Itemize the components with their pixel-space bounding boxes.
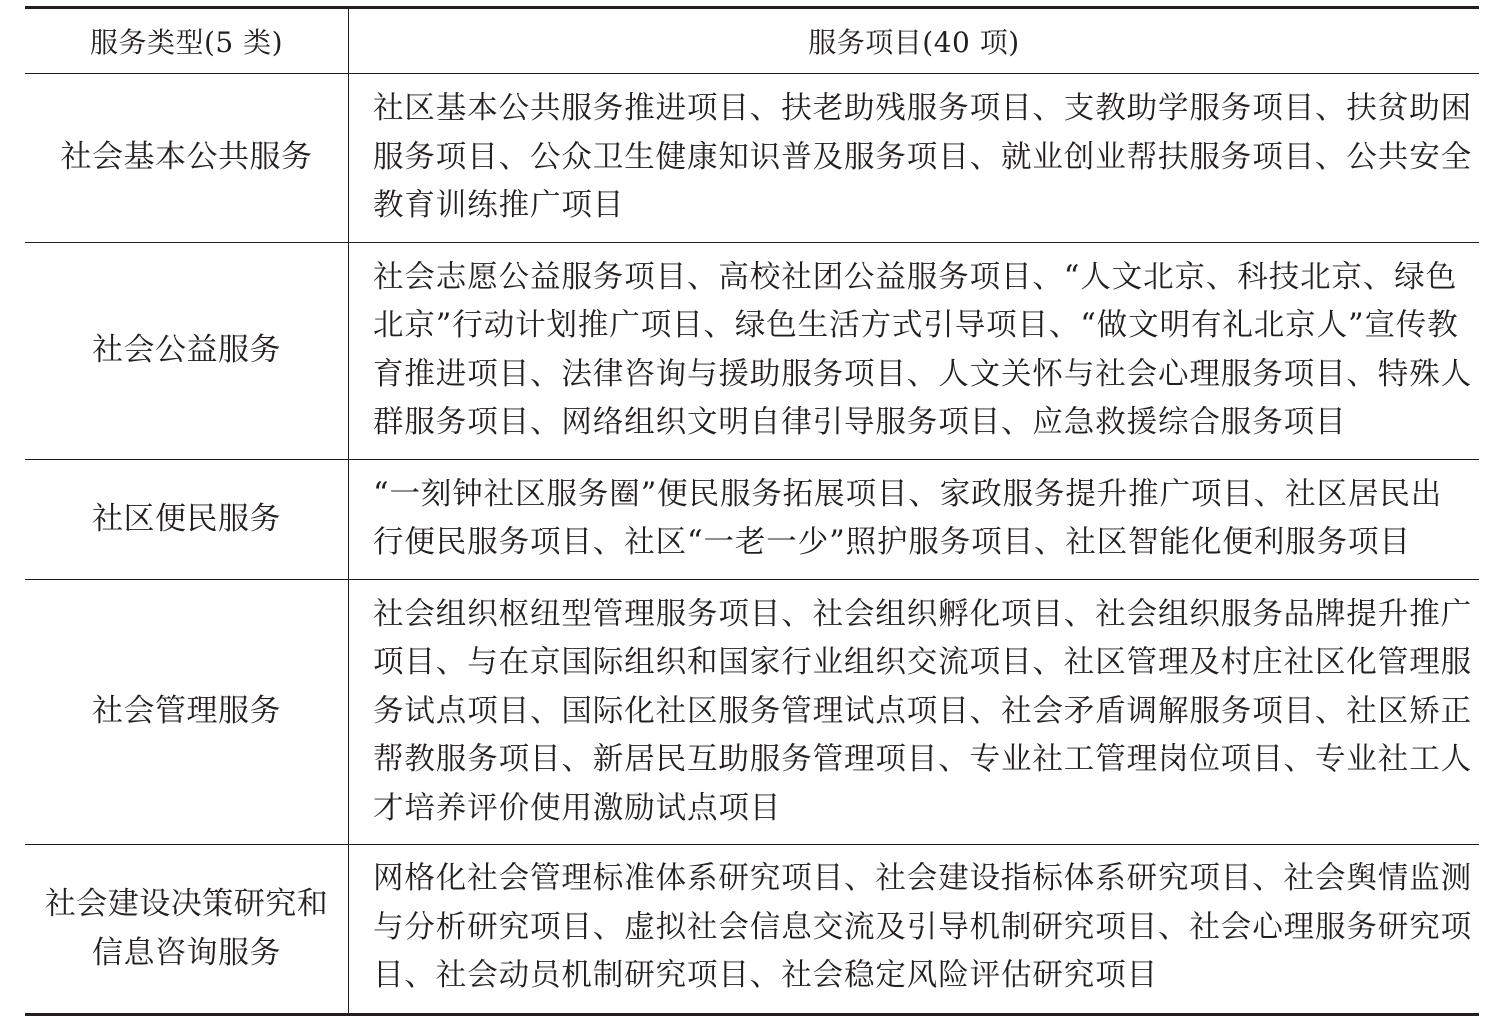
service-type-cell: 社会公益服务 [25,242,349,459]
service-table [25,6,1479,1016]
table-row [25,845,1479,1015]
service-items-cell: “一刻钟社区服务圈”便民服务拓展项目、家政服务提升推广项目、社区居民出行便民服务项目、社区“一老一少”照护服务项目、社区智能化便利服务项目 [373,476,1443,560]
service-type-cell: 社会基本公共服务 [25,74,349,243]
service-items-cell: 网格化社会管理标准体系研究项目、社会建设指标体系研究项目、社会舆情监测与分析研究项目、虚拟社会信息交流及引导机制研究项目、社会心理服务研究项目、社会动员机制研究项目、社会稳定风险评估研究项目 [373,861,1472,993]
service-table-container [25,6,1479,1016]
table-row [25,459,1479,579]
header-row [25,8,1479,74]
service-items-cell: 社区基本公共服务推进项目、扶老助残服务项目、支教助学服务项目、扶贫助困服务项目、公众卫生健康知识普及服务项目、就业创业帮扶服务项目、公共安全教育训练推广项目 [373,91,1472,223]
table-row [25,74,1479,243]
header-service-items: 服务项目(40 项) [808,26,1020,59]
service-type-cell: 社会建设决策研究和信息咨询服务 [25,845,349,1015]
table-header [25,8,1479,74]
service-type-cell: 社会管理服务 [25,579,349,845]
service-items-cell: 社会组织枢纽型管理服务项目、社会组织孵化项目、社会组织服务品牌提升推广项目、与在京国际组织和国家行业组织交流项目、社区管理及村庄社区化管理服务试点项目、国际化社区服务管理试点项目、社会矛盾调解服务项目、社区矫正帮教服务项目、新居民互助服务管理项目、专业社工管理岗位项目、专业社工人才培养评价使用激励试点项目 [373,596,1472,826]
table-row [25,242,1479,459]
table-row [25,579,1479,845]
service-type-cell: 社区便民服务 [25,459,349,579]
table-body [25,74,1479,1015]
header-service-type: 服务类型(5 类) [25,8,349,74]
service-items-cell: 社会志愿公益服务项目、高校社团公益服务项目、“人文北京、科技北京、绿色北京”行动计划推广项目、绿色生活方式引导项目、“做文明有礼北京人”宣传教育推进项目、法律咨询与援助服务项目、人文关怀与社会心理服务项目、特殊人群服务项目、网络组织文明自律引导服务项目、应急救援综合服务项目 [373,259,1472,440]
